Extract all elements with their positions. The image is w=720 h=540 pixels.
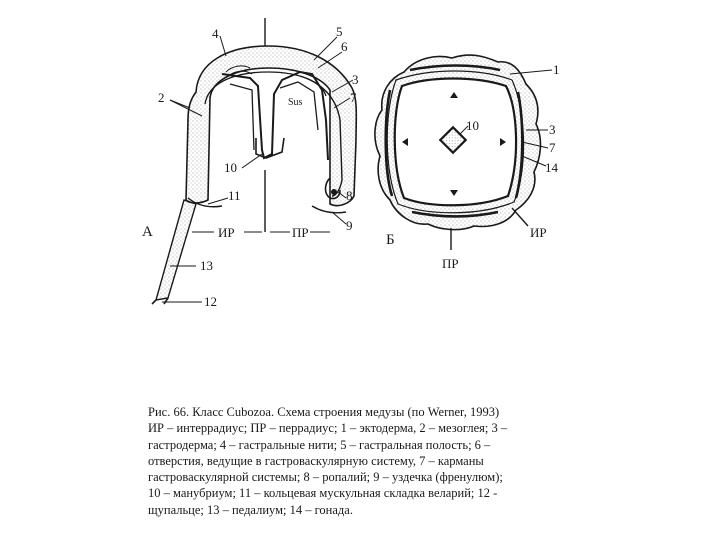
rhopalium-knob bbox=[331, 189, 337, 195]
label-10b: 10 bbox=[466, 118, 479, 133]
label-3a: 3 bbox=[352, 72, 359, 87]
label-sus: Sus bbox=[288, 97, 303, 108]
label-2: 2 bbox=[158, 90, 165, 105]
bell-outer-mesoglea bbox=[186, 46, 356, 206]
label-4: 4 bbox=[212, 26, 219, 41]
pedalium bbox=[156, 200, 196, 300]
label-ir-a: ИР bbox=[218, 225, 235, 240]
label-12: 12 bbox=[204, 294, 217, 309]
label-11: 11 bbox=[228, 188, 241, 203]
caption-line: гастродерма; 4 – гастральные нити; 5 – гастральная полость; 6 – bbox=[148, 437, 491, 452]
section-a bbox=[152, 18, 356, 304]
caption-line: гастроваскулярной системы; 8 – ропалий; 9 – уздечка (френулюм); bbox=[148, 470, 503, 485]
gastric-cavity bbox=[222, 72, 328, 160]
label-ir-b: ИР bbox=[530, 225, 547, 240]
panel-label-b: Б bbox=[386, 232, 395, 248]
label-9: 9 bbox=[346, 218, 353, 233]
label-7a: 7 bbox=[350, 90, 357, 105]
caption-line: Рис. 66. Класс Cubozoa. Схема строения медузы (по Werner, 1993) bbox=[148, 405, 500, 419]
label-14: 14 bbox=[545, 160, 558, 175]
figure-caption bbox=[148, 404, 594, 518]
caption-line: щупальце; 13 – педалиум; 14 – гонада. bbox=[148, 502, 353, 517]
label-6: 6 bbox=[341, 39, 348, 54]
caption-line: 10 – манубриум; 11 – кольцевая мускульная складка веларий; 12 - bbox=[148, 486, 498, 501]
panel-label-a: А bbox=[142, 224, 153, 240]
label-pr-a: ПР bbox=[292, 225, 309, 240]
frenulum bbox=[312, 206, 346, 213]
label-8: 8 bbox=[346, 188, 353, 203]
caption-line: отверстия, ведущие в гастроваскулярную систему, 7 – карманы bbox=[148, 453, 484, 468]
label-10a: 10 bbox=[224, 160, 237, 175]
label-7b: 7 bbox=[549, 140, 556, 155]
label-1: 1 bbox=[553, 62, 560, 77]
label-5: 5 bbox=[336, 24, 343, 39]
axis-ir-b bbox=[512, 208, 528, 226]
caption-line: ИР – интеррадиус; ПР – перрадиус; 1 – эктодерма, 2 – мезоглея; 3 – bbox=[148, 421, 508, 436]
section-b bbox=[375, 55, 552, 250]
label-3b: 3 bbox=[549, 122, 556, 137]
label-pr-b: ПР bbox=[442, 256, 459, 271]
label-13: 13 bbox=[200, 258, 213, 273]
